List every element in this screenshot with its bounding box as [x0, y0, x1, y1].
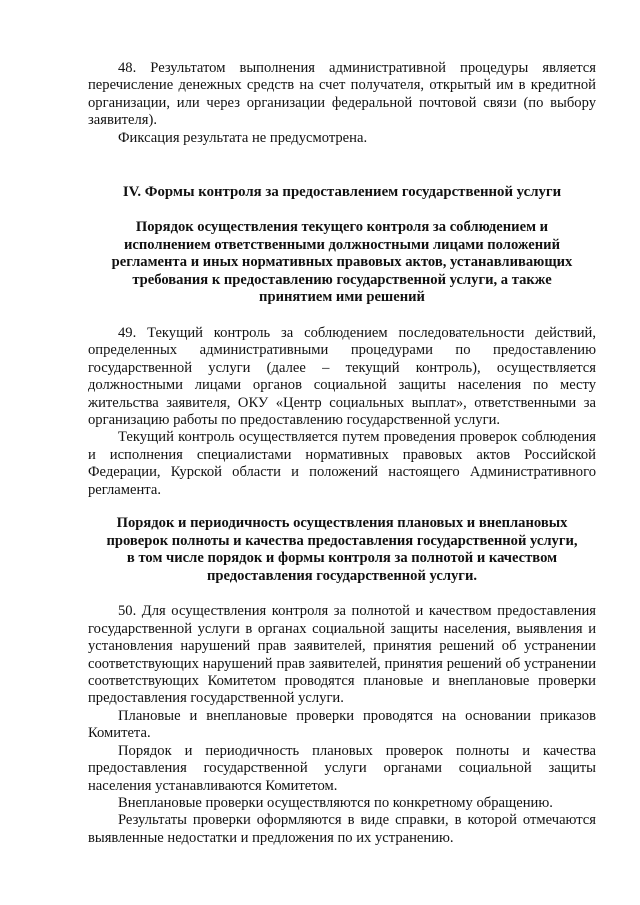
paragraph-48: 48. Результатом выполнения административной процедуры является перечисление денежных средств на счет получателя, открытый им в кредитной организации, или через организации федеральной почтовой связи (по выбору заявителя).	[88, 60, 596, 129]
document-page	[88, 60, 596, 847]
paragraph-50-unscheduled: Внеплановые проверки осуществляются по конкретному обращению.	[118, 794, 553, 811]
paragraph-50: 50. Для осуществления контроля за полнотой и качеством предоставления государственной услуги в органах социальной защиты населения, выявления и установления нарушений прав заявителей, принятия решений об устранении соответствующих нарушений прав заявителей, принятия решений об устранении соответствующих Комитетом проводятся плановые и внеплановые проверки предоставления государственной услуги.	[88, 603, 596, 707]
paragraph-50-periodicity: Порядок и периодичность плановых проверок полноты и качества предоставления государственной услуги органами социальной защиты населения устанавливаются Комитетом.	[88, 742, 596, 794]
paragraph-48-fixation: Фиксация результата не предусмотрена.	[118, 129, 368, 146]
paragraph-50-results: Результаты проверки оформляются в виде справки, в которой отмечаются выявленные недостатки и предложения по их устранению.	[88, 812, 596, 846]
paragraph-49: 49. Текущий контроль за соблюдением последовательности действий, определенных административными процедурами по предоставлению государственной услуги (далее – текущий контроль), осуществляется должностными лицами органов социальной защиты населения по месту жительства заявителя, ОКУ «Центр социальных выплат», ответственными за организацию работы по предоставлению государственной услуги.	[88, 325, 596, 429]
paragraph-49-checks: Текущий контроль осуществляется путем проведения проверок соблюдения и исполнения специалистами нормативных правовых актов Российской Федерации, Курской области и положений настоящего Административного регламента.	[88, 429, 596, 498]
subsection-title-current-control: Порядок осуществления текущего контроля за соблюдением и исполнением ответственными должностными лицами положений регламента и иных нормативных правовых актов, устанавливающих требования к предоставлению государственной услуги, а также принятием ими решений	[111, 219, 573, 306]
subsection-title-planned-checks: Порядок и периодичность осуществления плановых и внеплановых проверок полноты и качества предоставления государственной услуги, в том числе порядок и формы контроля за полнотой и качеством предоставления государственной услуги.	[106, 515, 578, 584]
section-title-iv: IV. Формы контроля за предоставлением государственной услуги	[122, 184, 562, 201]
paragraph-50-orders: Плановые и внеплановые проверки проводятся на основании приказов Комитета.	[88, 707, 596, 742]
